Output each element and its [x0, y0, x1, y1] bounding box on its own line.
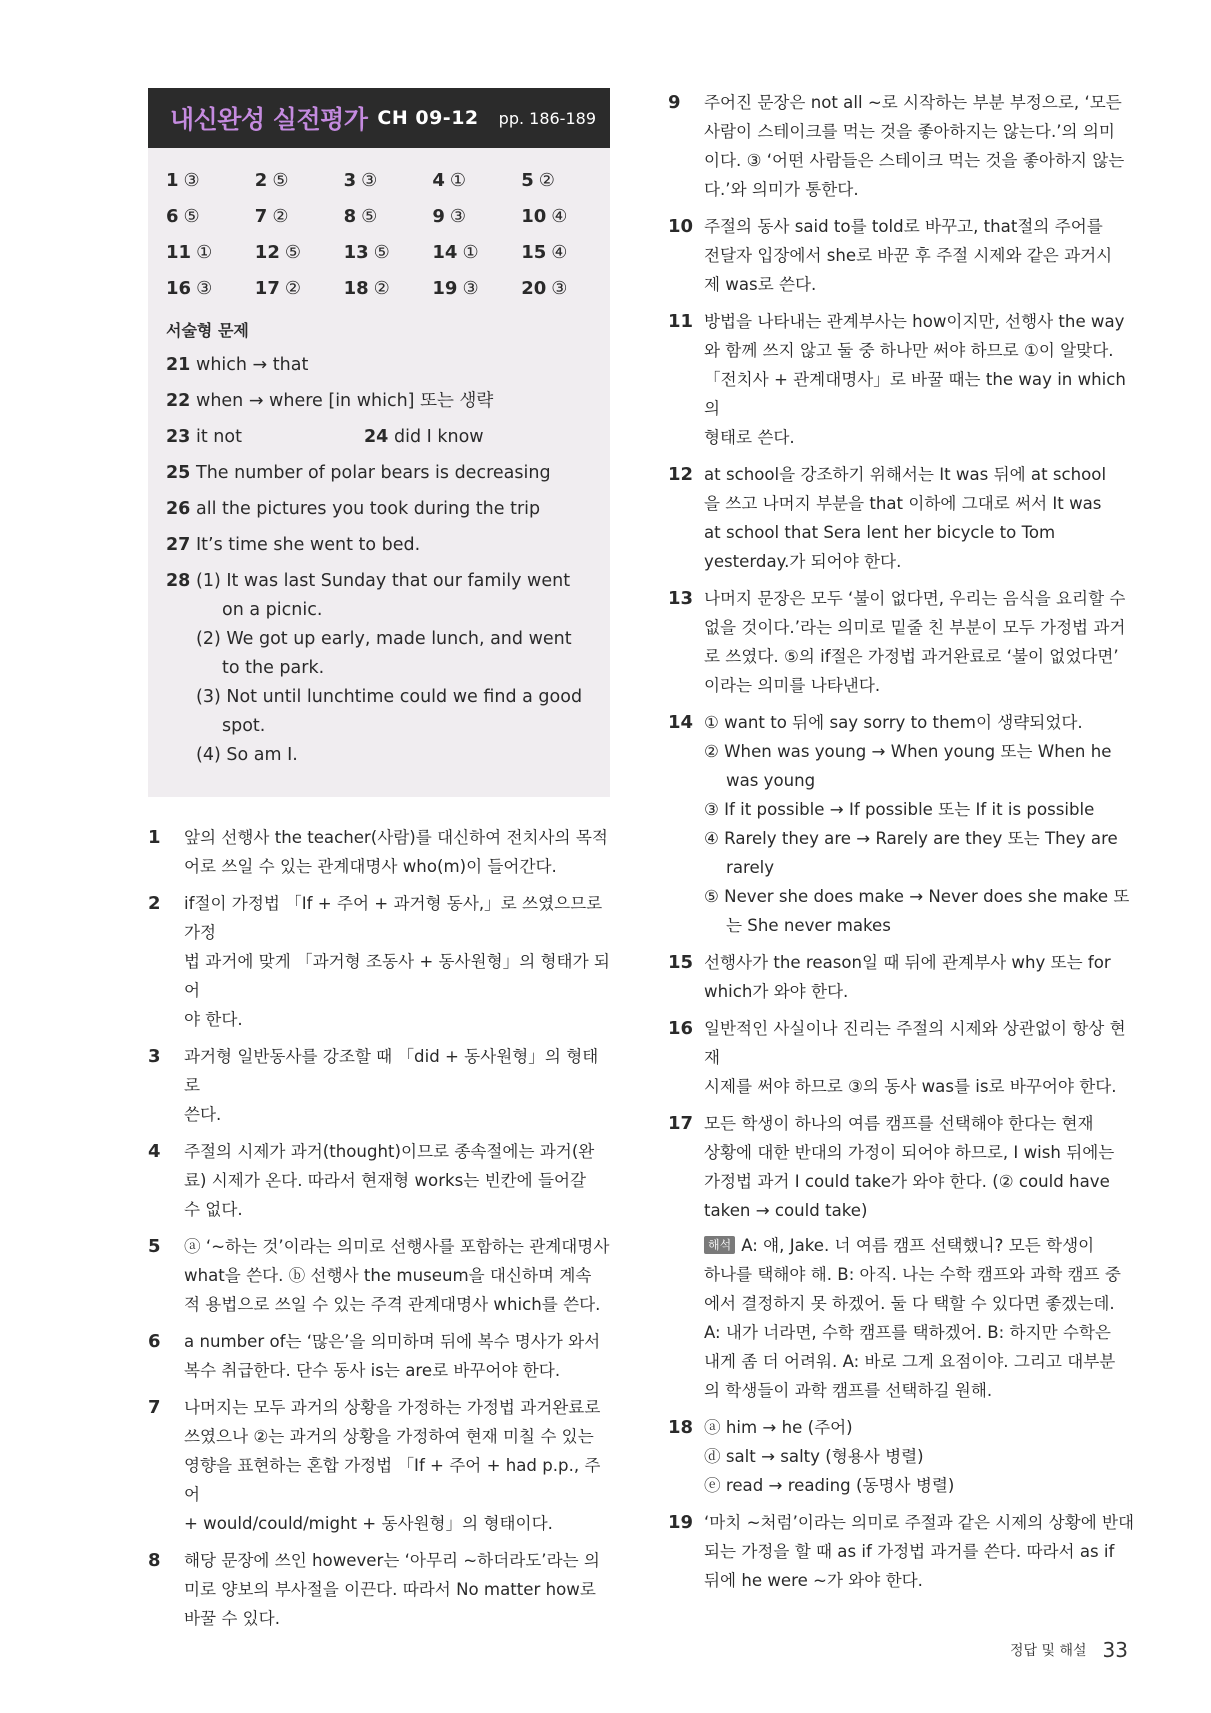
explanation-line: 제 was로 쓴다.	[704, 275, 817, 294]
explanation-line: 나머지는 모두 과거의 상황을 가정하는 가정법 과거완료로	[184, 1398, 601, 1417]
explanation-item	[668, 212, 1136, 299]
item-text: all the pictures you took during the trip	[196, 499, 541, 519]
descriptive-answers	[148, 306, 610, 797]
answer-row	[166, 234, 610, 270]
descriptive-item	[166, 531, 592, 560]
explanation-number: 4	[148, 1141, 161, 1162]
explanation-line: yesterday.가 되어야 한다.	[704, 552, 902, 571]
answer-choice: ③	[196, 277, 213, 299]
explanation-line: at school that Sera lent her bicycle to Tom	[704, 523, 1056, 542]
item-text: It’s time she went to bed.	[196, 535, 421, 555]
answer-number: 10	[521, 205, 547, 227]
answer-cell	[255, 242, 344, 263]
translation-line: 하나를 택해야 해. B: 아직. 나는 수학 캠프와 과학 캠프 중	[704, 1265, 1121, 1284]
explanation-line: 수 없다.	[184, 1200, 243, 1219]
answer-number: 14	[432, 241, 458, 263]
sub-item: (3) Not until lunchtime could we find a good spot.	[196, 687, 583, 736]
descriptive-item	[166, 387, 592, 416]
explanation-line: ⓓ salt → salty (형용사 병렬)	[704, 1447, 924, 1466]
answer-choice: ③	[449, 205, 467, 227]
explanation-item	[148, 823, 610, 881]
answer-cell	[521, 206, 610, 227]
explanation-number: 3	[148, 1046, 161, 1067]
descriptive-item	[166, 351, 592, 380]
answer-choice: ②	[538, 169, 555, 191]
answer-choice: ③	[551, 277, 568, 299]
answer-number: 2	[254, 169, 268, 191]
explanation-line: ⓐ him → he (주어)	[704, 1418, 853, 1437]
explanation-item	[148, 1393, 610, 1538]
explanation-number: 8	[148, 1550, 161, 1571]
explanation-line: 가정법 과거 I could take가 와야 한다. (② could have	[704, 1172, 1110, 1191]
translation-block	[704, 1231, 1136, 1405]
answer-cell	[166, 278, 255, 299]
explanation-line: 복수 취급한다. 단수 동사 is는 are로 바꾸어야 한다.	[184, 1361, 561, 1380]
explanation-line: + would/could/might + 동사원형」의 형태이다.	[184, 1514, 553, 1533]
item-number: 21	[166, 355, 191, 375]
explanation-number: 11	[668, 311, 694, 332]
translation-tag: 해석	[704, 1236, 735, 1254]
footer-label: 정답 및 해설	[1010, 1643, 1087, 1659]
descriptive-item-pair	[166, 423, 592, 452]
descriptive-heading: 서술형 문제	[166, 321, 249, 340]
explanation-item	[148, 1042, 610, 1129]
explanation-line: ④ Rarely they are → Rarely are they 또는 They are rarely	[704, 829, 1118, 877]
answer-choice: ②	[272, 205, 289, 227]
item-number: 24	[364, 427, 389, 447]
explanation-line: 앞의 선행사 the teacher(사람)를 대신하여 전치사의 목적	[184, 828, 608, 847]
item-text: The number of polar bears is decreasing	[196, 463, 551, 483]
explanation-line: 해당 문장에 쓰인 however는 ‘아무리 ~하더라도’라는 의	[184, 1551, 600, 1570]
answer-number: 20	[521, 277, 547, 299]
explanation-item	[668, 460, 1136, 576]
explanation-line: 전달자 입장에서 she로 바꾼 후 주절 시제와 같은 과거시	[704, 246, 1113, 265]
explanation-line: 형태로 쓴다.	[704, 428, 795, 447]
answer-number: 8	[343, 205, 357, 227]
descriptive-item	[166, 459, 592, 488]
explanation-item	[148, 1546, 610, 1633]
answer-number: 18	[343, 277, 369, 299]
explanation-item	[148, 1327, 610, 1385]
translation-line: 내게 좀 더 어려워. A: 바로 그게 요점이야. 그리고 대부분	[704, 1352, 1116, 1371]
sub-item: (2) We got up early, made lunch, and went to the park.	[196, 629, 572, 678]
translation-text: A: 얘, Jake. 너 여름 캠프 선택했니? 모든 학생이	[741, 1236, 1095, 1255]
item-number: 28	[166, 571, 191, 591]
explanation-number: 18	[668, 1417, 694, 1438]
explanation-line: 되는 가정을 할 때 as if 가정법 과거를 쓴다. 따라서 as if	[704, 1542, 1115, 1561]
answer-cell	[166, 242, 255, 263]
answer-choice: ①	[196, 241, 213, 263]
explanation-line: 다.’와 의미가 통한다.	[704, 180, 859, 199]
explanation-number: 7	[148, 1397, 161, 1418]
explanation-line: 을 쓰고 나머지 부분을 that 이하에 그대로 써서 It was	[704, 494, 1102, 513]
explanation-line: a number of는 ‘많은’을 의미하며 뒤에 복수 명사가 와서	[184, 1332, 601, 1351]
right-column	[668, 88, 1136, 1603]
item-text: which → that	[196, 355, 309, 375]
explanation-number: 6	[148, 1331, 161, 1352]
answer-cell	[166, 170, 255, 191]
item-text: when → where [in which] 또는 생략	[196, 391, 494, 411]
explanation-line: 이다. ③ ‘어떤 사람들은 스테이크 먹는 것을 좋아하지 않는	[704, 151, 1125, 170]
explanation-line: 쓴다.	[184, 1105, 222, 1124]
explanation-line: 법 과거에 맞게 「과거형 조동사 + 동사원형」의 형태가 되어	[184, 952, 610, 1000]
answer-number: 3	[343, 169, 357, 191]
answer-number: 17	[254, 277, 280, 299]
explanation-line: ③ If it possible → If possible 또는 If it is possible	[704, 800, 1095, 819]
answer-cell	[521, 278, 610, 299]
explanation-item	[668, 584, 1136, 700]
explanation-item	[148, 1232, 610, 1319]
answer-cell	[344, 170, 433, 191]
explanation-line: what을 쓴다. ⓑ 선행사 the museum을 대신하며 계속	[184, 1266, 592, 1285]
explanation-line: 주절의 동사 said to를 told로 바꾸고, that절의 주어를	[704, 217, 1103, 236]
explanation-line: ① want to 뒤에 say sorry to them이 생략되었다.	[704, 713, 1083, 732]
explanation-number: 5	[148, 1236, 161, 1257]
explanation-number: 15	[668, 952, 694, 973]
explanation-line: 미로 양보의 부사절을 이끈다. 따라서 No matter how로	[184, 1580, 596, 1599]
sub-item: (4) So am I.	[196, 745, 298, 765]
descriptive-item	[364, 423, 562, 452]
page-number: 33	[1102, 1638, 1128, 1662]
explanation-line: 모든 학생이 하나의 여름 캠프를 선택해야 한다는 현재	[704, 1114, 1094, 1133]
sub-item: (1) It was last Sunday that our family went on a picnic.	[196, 571, 571, 620]
answer-cell	[432, 206, 521, 227]
explanation-number: 12	[668, 464, 694, 485]
answer-choice: ①	[462, 241, 479, 263]
translation-line	[704, 1231, 1136, 1260]
explanation-number: 14	[668, 712, 694, 733]
item-number: 27	[166, 535, 191, 555]
explanation-line: 주절의 시제가 과거(thought)이므로 종속절에는 과거(완	[184, 1142, 595, 1161]
page-footer	[1010, 1638, 1128, 1662]
explanation-item	[148, 1137, 610, 1224]
box-title: 내신완성 실전평가	[170, 105, 368, 134]
answer-cell	[344, 242, 433, 263]
explanation-line: 어로 쓰일 수 있는 관계대명사 who(m)이 들어간다.	[184, 857, 557, 876]
explanation-line: which가 와야 한다.	[704, 982, 849, 1001]
answer-choice: ⑤	[183, 205, 200, 227]
explanation-line: if절이 가정법 「If + 주어 + 과거형 동사,」로 쓰였으므로 가정	[184, 894, 603, 942]
item-number: 25	[166, 463, 191, 483]
explanation-number: 19	[668, 1512, 694, 1533]
explanation-line: 적 용법으로 쓰일 수 있는 주격 관계대명사 which를 쓴다.	[184, 1295, 601, 1314]
item-number: 26	[166, 499, 191, 519]
item-number: 22	[166, 391, 191, 411]
explanation-line: ⑤ Never she does make → Never does she make 또는 She never makes	[704, 887, 1130, 935]
answer-cell	[255, 206, 344, 227]
explanation-line: 과거형 일반동사를 강조할 때 「did + 동사원형」의 형태로	[184, 1047, 599, 1095]
explanation-line: ② When was young → When young 또는 When he was young	[704, 742, 1112, 790]
answer-number: 15	[521, 241, 547, 263]
explanation-item	[668, 1014, 1136, 1101]
explanation-item	[668, 1508, 1136, 1595]
explanation-line: 「전치사 + 관계대명사」로 바꿀 때는 the way in which의	[704, 370, 1126, 418]
explanation-line: 쓰였으나 ②는 과거의 상황을 가정하여 현재 미칠 수 있는	[184, 1427, 594, 1446]
answer-cell	[344, 206, 433, 227]
explanation-item	[148, 889, 610, 1034]
answer-choice: ③	[361, 169, 378, 191]
answer-number: 13	[343, 241, 369, 263]
explanation-number: 2	[148, 893, 161, 914]
explanation-line: 나머지 문장은 모두 ‘불이 없다면, 우리는 음식을 요리할 수	[704, 589, 1126, 608]
answer-number: 9	[432, 205, 445, 227]
answer-key-box	[148, 88, 610, 797]
explanation-number: 10	[668, 216, 694, 237]
answer-cell	[521, 242, 610, 263]
explanation-line: 없을 것이다.’라는 의미로 밑줄 친 부분이 모두 가정법 과거	[704, 618, 1126, 637]
explanation-line: 로 쓰였다. ⑤의 if절은 가정법 과거완료로 ‘불이 없었다면’	[704, 647, 1119, 666]
left-column	[148, 88, 610, 1641]
answer-choice: ⑤	[284, 241, 301, 263]
explanation-line: 주어진 문장은 not all ~로 시작하는 부분 부정으로, ‘모든	[704, 93, 1122, 112]
answer-number: 7	[254, 205, 268, 227]
answer-row	[166, 198, 610, 234]
explanation-number: 16	[668, 1018, 694, 1039]
answer-cell	[432, 170, 521, 191]
answer-choice: ④	[551, 205, 568, 227]
answer-cell	[166, 206, 255, 227]
translation-line: A: 내가 너라면, 수학 캠프를 택하겠어. B: 하지만 수학은	[704, 1323, 1111, 1342]
explanation-item	[668, 1109, 1136, 1405]
explanation-line: 뒤에 he were ~가 와야 한다.	[704, 1571, 923, 1590]
answer-choice: ⑤	[272, 169, 289, 191]
explanation-item	[668, 948, 1136, 1006]
box-chapter: CH 09-12	[377, 107, 479, 129]
answer-cell	[344, 278, 433, 299]
answer-grid	[148, 148, 610, 306]
answer-cell	[255, 170, 344, 191]
explanation-line: 야 한다.	[184, 1010, 243, 1029]
answer-number: 12	[254, 241, 280, 263]
answer-number: 5	[521, 169, 534, 191]
explanation-number: 9	[668, 92, 681, 113]
explanation-line: taken → could take)	[704, 1201, 868, 1220]
item-number: 23	[166, 427, 191, 447]
explanation-item	[668, 1413, 1136, 1500]
explanation-item	[668, 708, 1136, 940]
explanation-item	[668, 88, 1136, 204]
explanation-line: 일반적인 사실이나 진리는 주절의 시제와 상관없이 항상 현재	[704, 1019, 1126, 1067]
answer-cell	[432, 278, 521, 299]
explanation-line: 선행사가 the reason일 때 뒤에 관계부사 why 또는 for	[704, 953, 1111, 972]
answer-choice: ①	[449, 169, 467, 191]
answer-number: 6	[166, 205, 179, 227]
answer-box-header	[148, 88, 610, 148]
explanation-line: 시제를 써야 하므로 ③의 동사 was를 is로 바꾸어야 한다.	[704, 1077, 1117, 1096]
translation-line: 에서 결정하지 못 하겠어. 둘 다 택할 수 있다면 좋겠는데.	[704, 1294, 1115, 1313]
answer-choice: ④	[551, 241, 568, 263]
descriptive-item	[166, 495, 592, 524]
answer-number: 1	[166, 169, 179, 191]
item-text: did I know	[394, 427, 484, 447]
explanation-line: 바꿀 수 있다.	[184, 1609, 280, 1628]
explanation-line: 영향을 표현하는 혼합 가정법 「If + 주어 + had p.p., 주어	[184, 1456, 601, 1504]
answer-choice: ③	[183, 169, 200, 191]
answer-cell	[255, 278, 344, 299]
explanation-item	[668, 307, 1136, 452]
descriptive-item	[166, 567, 592, 770]
answer-number: 11	[166, 241, 192, 263]
answer-row	[166, 162, 610, 198]
explanation-line: 이라는 의미를 나타낸다.	[704, 676, 881, 695]
explanation-line: 방법을 나타내는 관계부사는 how이지만, 선행사 the way	[704, 312, 1125, 331]
box-pages: pp. 186-189	[498, 108, 596, 128]
explanation-number: 17	[668, 1113, 694, 1134]
answer-row	[166, 270, 610, 306]
explanation-line: 사람이 스테이크를 먹는 것을 좋아하지는 않는다.’의 의미	[704, 122, 1115, 141]
answer-number: 4	[432, 169, 445, 191]
explanation-line: 상황에 대한 반대의 가정이 되어야 하므로, I wish 뒤에는	[704, 1143, 1115, 1162]
item-subitems	[196, 567, 592, 770]
answer-number: 19	[432, 277, 458, 299]
answer-choice: ⑤	[361, 205, 378, 227]
explanation-line: at school을 강조하기 위해서는 It was 뒤에 at school	[704, 465, 1107, 484]
answer-choice: ③	[462, 277, 479, 299]
explanations-left	[148, 823, 610, 1633]
explanation-line: ⓐ ‘~하는 것’이라는 의미로 선행사를 포함하는 관계대명사	[184, 1237, 610, 1256]
translation-line: 의 학생들이 과학 캠프를 선택하길 원해.	[704, 1381, 993, 1400]
explanation-line: ⓔ read → reading (동명사 병렬)	[704, 1476, 955, 1495]
explanation-line: ‘마치 ~처럼’이라는 의미로 주절과 같은 시제의 상황에 반대	[704, 1513, 1135, 1532]
explanation-number: 13	[668, 588, 694, 609]
answer-choice: ②	[373, 277, 390, 299]
descriptive-item	[166, 423, 364, 452]
answer-choice: ②	[284, 277, 301, 299]
answer-number: 16	[166, 277, 192, 299]
answer-cell	[432, 242, 521, 263]
item-text: it not	[196, 427, 242, 447]
explanation-line: 료) 시제가 온다. 따라서 현재형 works는 빈칸에 들어갈	[184, 1171, 587, 1190]
answer-choice: ⑤	[373, 241, 390, 263]
explanation-line: 와 함께 쓰지 않고 둘 중 하나만 써야 하므로 ①이 알맞다.	[704, 341, 1114, 360]
answer-cell	[521, 170, 610, 191]
explanation-number: 1	[148, 827, 161, 848]
